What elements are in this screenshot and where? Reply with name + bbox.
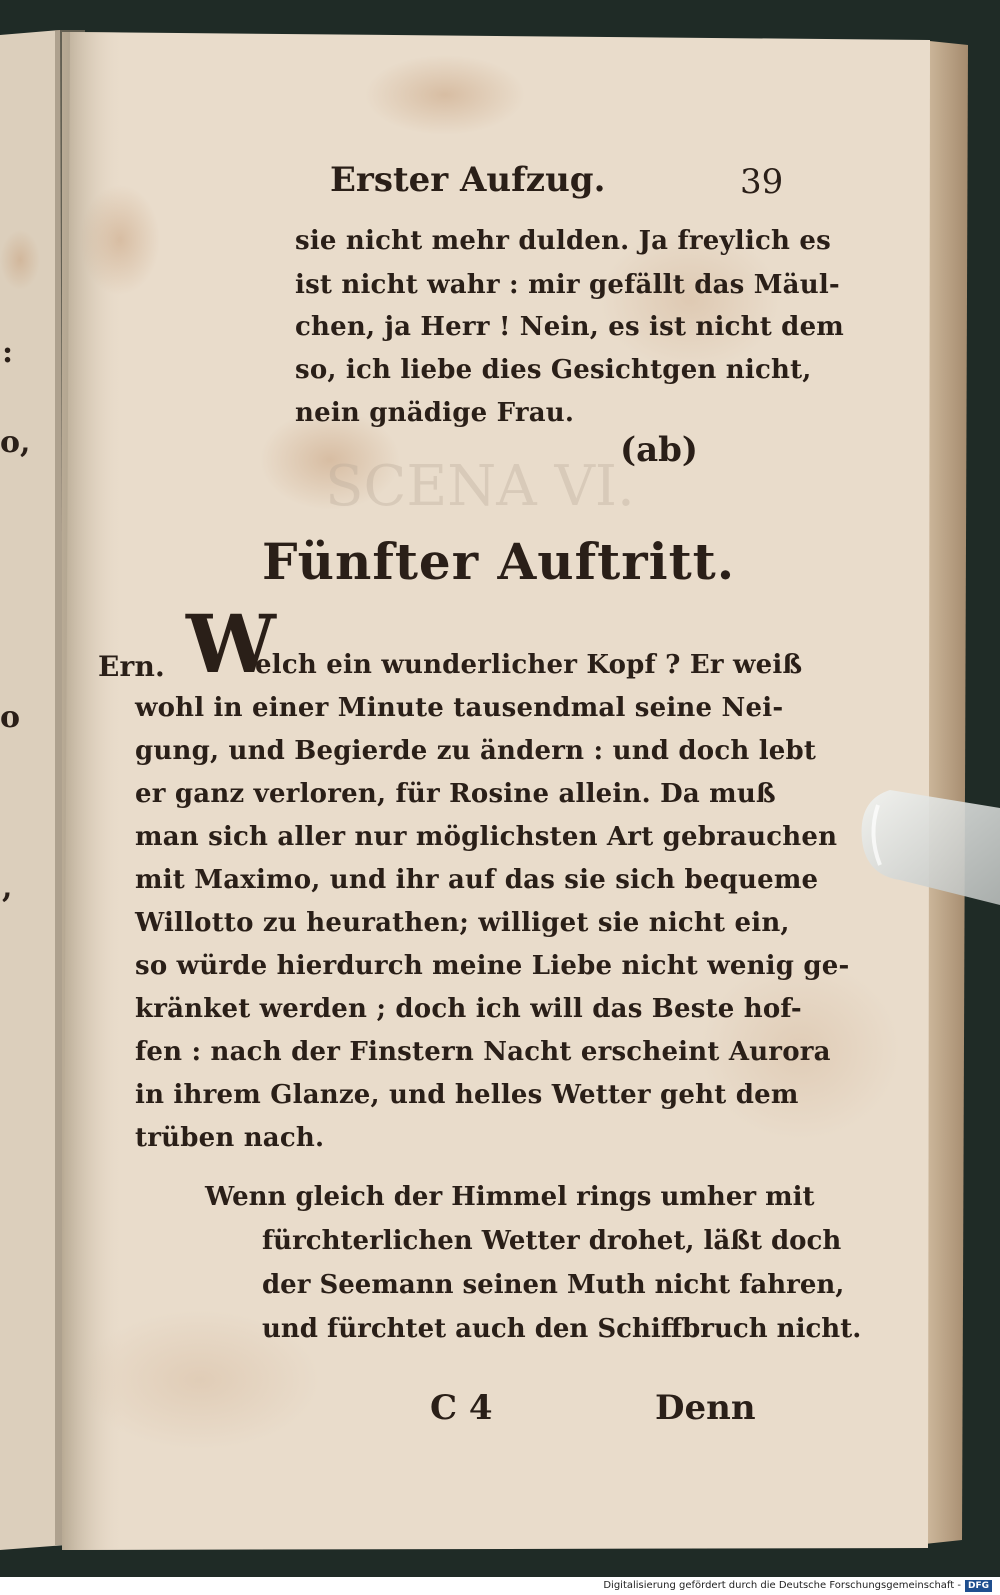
text-line: in ihrem Glanze, und helles Wetter geht dem — [135, 1080, 799, 1110]
text-line: man sich aller nur möglichsten Art gebrauchen — [135, 822, 838, 852]
left-margin-mark: , — [2, 870, 13, 905]
text-line: gung, und Begierde zu ändern : und doch lebt — [135, 736, 817, 766]
text-line: er ganz verloren, für Rosine allein. Da muß — [135, 779, 776, 809]
running-head: Erster Aufzug. — [330, 160, 606, 200]
signature-mark: C 4 — [430, 1388, 493, 1428]
text-line: chen, ja Herr ! Nein, es ist nicht dem — [295, 312, 845, 342]
left-margin-mark: : — [2, 335, 14, 370]
text-line: nein gnädige Frau. — [295, 398, 575, 428]
text-line: Willotto zu heurathen; williget sie nicht ein, — [135, 908, 790, 938]
stain — [80, 185, 160, 295]
verse-line: Wenn gleich der Himmel rings umher mit — [205, 1182, 815, 1212]
text-line: wohl in einer Minute tausendmal seine Nei- — [135, 693, 784, 723]
drop-cap: W — [186, 597, 276, 691]
text-line: so würde hierdurch meine Liebe nicht wenig ge- — [135, 951, 850, 981]
text-line: ist nicht wahr : mir gefällt das Mäul- — [295, 270, 840, 300]
left-margin-mark: o, — [0, 425, 31, 460]
text-line: fen : nach der Finstern Nacht erscheint Aurora — [135, 1037, 831, 1067]
credit-bar — [0, 1577, 1000, 1595]
text-line: trüben nach. — [135, 1123, 325, 1153]
show-through: SCENA VI. — [325, 454, 635, 519]
left-margin-mark: o — [0, 700, 21, 735]
text-line: sie nicht mehr dulden. Ja freylich es — [295, 226, 831, 256]
text-line: mit Maximo, und ihr auf das sie sich bequeme — [135, 865, 819, 895]
verse-line: der Seemann seinen Muth nicht fahren, — [262, 1270, 845, 1300]
stain — [365, 55, 525, 135]
stain — [0, 230, 40, 290]
dfg-logo: DFG — [965, 1580, 992, 1592]
page-number: 39 — [740, 162, 784, 202]
speaker-name: Ern. — [98, 650, 165, 683]
scene-title: Fünfter Auftritt. — [262, 532, 736, 591]
verse-line: fürchterlichen Wetter drohet, läßt doch — [262, 1226, 842, 1256]
verse-line: und fürchtet auch den Schiffbruch nicht. — [262, 1314, 862, 1344]
exit-note: (ab) — [620, 430, 698, 470]
text-line: kränket werden ; doch ich will das Beste hof- — [135, 994, 802, 1024]
text-line: so, ich liebe dies Gesichtgen nicht, — [295, 355, 812, 385]
credit-text: Digitalisierung gefördert durch die Deutsche Forschungsgemeinschaft - — [603, 1580, 961, 1591]
catchword: Denn — [655, 1388, 756, 1428]
text-line: elch ein wunderlicher Kopf ? Er weiß — [255, 650, 803, 680]
